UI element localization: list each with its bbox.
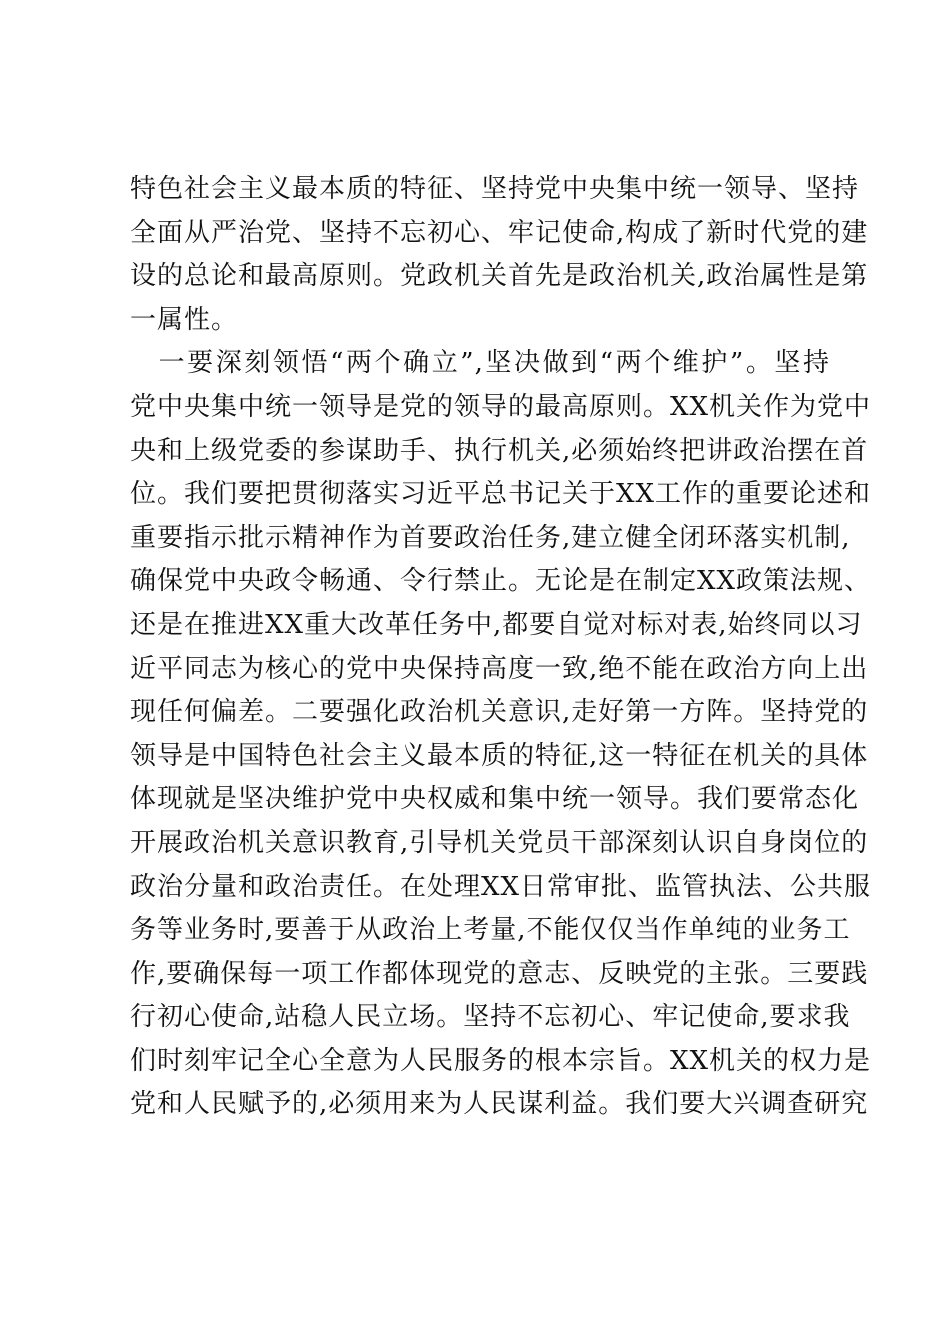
text-line: 行初心使命,站稳人民立场。坚持不忘初心、牢记使命,要求我 (130, 1002, 851, 1033)
text-line: 一要深刻领悟“两个确立”,坚决做到“两个维护”。坚持 (130, 348, 830, 379)
text-line: 设的总论和最高原则。党政机关首先是政治机关,政治属性是第 (130, 261, 869, 292)
text-line: 们时刻牢记全心全意为人民服务的根本宗旨。XX机关的权力是 (130, 1045, 872, 1076)
text-line: 党和人民赋予的,必须用来为人民谋利益。我们要大兴调查研究 (130, 1089, 869, 1120)
text-line: 一属性。 (130, 304, 239, 335)
text-line: 政治分量和政治责任。在处理XX日常审批、监管执法、公共服 (130, 871, 872, 902)
text-line: 体现就是坚决维护党中央权威和集中统一领导。我们要常态化 (130, 784, 860, 815)
text-line: 重要指示批示精神作为首要政治任务,建立健全闭环落实机制, (130, 522, 851, 553)
text-line: 确保党中央政令畅通、令行禁止。无论是在制定XX政策法规、 (130, 566, 872, 597)
text-line: 作,要确保每一项工作都体现党的意志、反映党的主张。三要践 (130, 958, 869, 989)
text-line: 领导是中国特色社会主义最本质的特征,这一特征在机关的具体 (130, 740, 869, 771)
document-body (130, 168, 872, 1127)
text-line: 央和上级党委的参谋助手、执行机关,必须始终把讲政治摆在首 (130, 435, 869, 466)
text-line: 党中央集中统一领导是党的领导的最高原则。XX机关作为党中 (130, 391, 872, 422)
text-line: 务等业务时,要善于从政治上考量,不能仅仅当作单纯的业务工 (130, 915, 851, 946)
text-line: 全面从严治党、坚持不忘初心、牢记使命,构成了新时代党的建 (130, 217, 869, 248)
text-line: 还是在推进XX重大改革任务中,都要自觉对标对表,始终同以习 (130, 609, 863, 640)
text-line: 特色社会主义最本质的特征、坚持党中央集中统一领导、坚持 (130, 174, 860, 204)
text-line: 位。我们要把贯彻落实习近平总书记关于XX工作的重要论述和 (130, 479, 872, 510)
text-line: 近平同志为核心的党中央保持高度一致,绝不能在政治方向上出 (130, 653, 869, 684)
text-line: 开展政治机关意识教育,引导机关党员干部深刻认识自身岗位的 (130, 827, 869, 858)
text-line: 现任何偏差。二要强化政治机关意识,走好第一方阵。坚持党的 (130, 697, 869, 728)
